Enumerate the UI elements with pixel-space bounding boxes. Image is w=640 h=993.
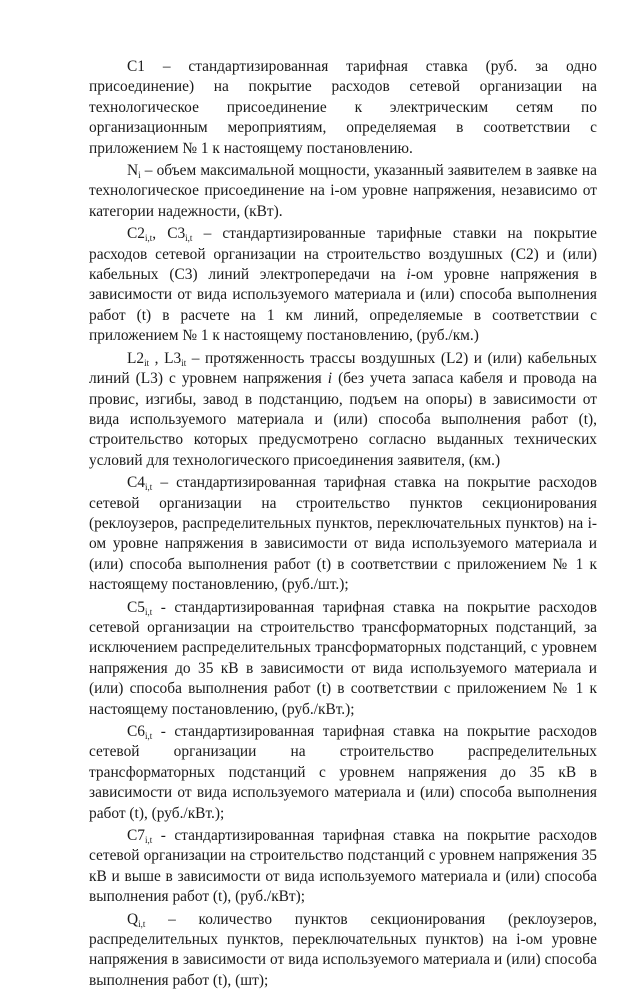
- definition-c4: [89, 473, 597, 595]
- term: C1: [127, 58, 145, 75]
- term-secondary-subscript: i,t: [185, 233, 193, 244]
- definition-c2-c3: [89, 224, 597, 346]
- term-secondary: , C3: [152, 225, 186, 243]
- italic-variable: i: [406, 266, 411, 284]
- term: C7: [127, 827, 145, 845]
- definition-text: – стандартизированная тарифная ставка (руб. за одно присоединение) на покрытие расходов сетевой организации на технологическое присоединение к электрическим сетям по организационным мероприятиям, определяемая в соответствии с приложением № 1 к настоящему постановлению.: [89, 58, 597, 157]
- term-secondary-subscript: it: [181, 357, 187, 368]
- definition-c1: [89, 57, 597, 159]
- term-subscript: i,t: [144, 233, 153, 244]
- term-secondary: , L3: [149, 349, 182, 367]
- term: C2: [127, 225, 145, 243]
- definition-text: – протяженность трассы воздушных (L2) и (или) кабельных линий (L3) с уровнем напряжения: [89, 349, 598, 388]
- definition-q: [89, 910, 597, 992]
- term-subscript: i,t: [144, 835, 153, 846]
- term: N: [127, 162, 139, 180]
- definition-l2-l3: [89, 349, 597, 471]
- definition-text-continued: (без учета запаса кабеля и провода на провис, изгибы, завод в подстанцию, подъем на опоры) в зависимости от вида используемого материала и (или) способа выполнения работ (t), строительство которых предусмотрено согласно выданных технических условий для технологического присоединения заявителя, (км.): [89, 370, 597, 469]
- term-subscript: i,t: [138, 918, 146, 929]
- definition-n: [89, 161, 597, 222]
- term: C5: [127, 598, 145, 616]
- definition-text: – объем максимальной мощности, указанный заявителем в заявке на технологическое присоединение на i-ом уровне напряжения, независимо от категории надежности, (кВт).: [89, 162, 597, 220]
- term: C6: [127, 723, 145, 740]
- term-subscript: it: [144, 357, 150, 368]
- document-body: [89, 57, 597, 993]
- definition-c7: [89, 826, 597, 908]
- definition-text: - стандартизированная тарифная ставка на покрытие расходов сетевой организации на строительство подстанций с уровнем напряжения 35 кВ и выше в зависимости от вида используемого материала и (или) способа выполнения работ (t), (руб./кВт);: [89, 827, 597, 906]
- definition-text: – стандартизированные тарифные ставки на покрытие расходов сетевой организации на строительство воздушных (C2) и (или) кабельных (C3) линий электропередачи на: [89, 225, 597, 284]
- term-subscript: i,t: [144, 731, 153, 741]
- definition-text: - стандартизированная тарифная ставка на покрытие расходов сетевой организации на строительство трансформаторных подстанций, за исключением распределительных трансформаторных подстанций, с уровнем напряжения до 35 кВ в зависимости от вида используемого материала и (или) способа выполнения работ (t) в соответствии с приложением № 1 к настоящему постановлению, (руб./кВт.);: [89, 598, 597, 718]
- definition-c6: [89, 722, 597, 824]
- italic-variable: i: [327, 370, 333, 388]
- definition-text: – количество пунктов секционирования (реклоузеров, распределительных пунктов, переключательных пунктов) на i-ом уровне напряжения в зависимости от вида используемого материала и (или) способа выполнения работ (t), (шт);: [89, 910, 597, 989]
- term: C4: [127, 474, 145, 492]
- term: L2: [127, 349, 145, 367]
- definition-text-continued: -ом уровне напряжения в зависимости от вида используемого материала и (или) способа выполнения работ (t) в расчете на 1 км линий, определяемые в соответствии с приложением № 1 к настоящему постановлению, (руб./км.): [89, 266, 598, 345]
- definition-c5: [89, 598, 597, 720]
- term-subscript: i,t: [144, 482, 153, 493]
- definition-text: – стандартизированная тарифная ставка на покрытие расходов сетевой организации на строительство пунктов секционирования (реклоузеров, распределительных пунктов, переключательных пунктов) на i-ом уровне напряжения в зависимости от вида используемого материала и (или) способа выполнения работ (t) в соответствии с приложением № 1 к настоящему постановлению, (руб./шт.);: [89, 474, 597, 594]
- term: Q: [127, 910, 139, 928]
- term-subscript: i,t: [144, 606, 153, 617]
- definition-text: - стандартизированная тарифная ставка на покрытие расходов сетевой организации на строительство распределительных трансформаторных подстанций с уровнем напряжения до 35 кВ в зависимости от вида используемого материала и (или) способа выполнения работ (t), (руб./кВт.);: [89, 723, 597, 822]
- term-subscript: i: [138, 170, 141, 181]
